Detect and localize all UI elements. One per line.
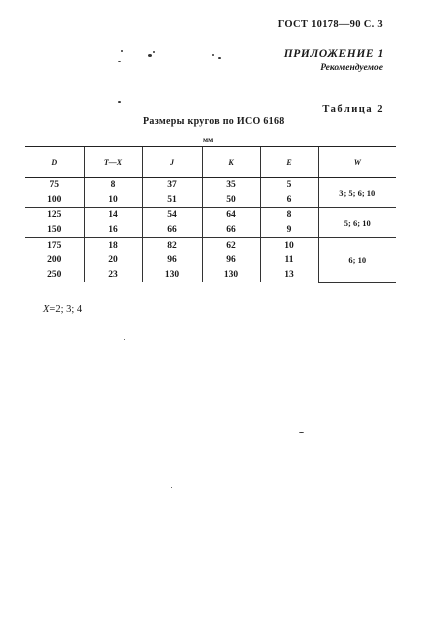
scan-speck bbox=[299, 432, 304, 433]
scan-speck bbox=[118, 61, 121, 62]
cell-k: 35 bbox=[202, 178, 260, 193]
scan-speck bbox=[153, 51, 155, 53]
cell-k: 66 bbox=[202, 223, 260, 238]
cell-k: 130 bbox=[202, 268, 260, 283]
column-header-t-x: T—X bbox=[84, 147, 142, 178]
cell-t-x: 16 bbox=[84, 223, 142, 238]
footnote-variable: X bbox=[43, 304, 50, 315]
scan-speck bbox=[148, 54, 152, 57]
footnote-text: =2; 3; 4 bbox=[49, 304, 83, 315]
cell-t-x: 20 bbox=[84, 253, 142, 268]
cell-k: 50 bbox=[202, 193, 260, 208]
cell-d: 250 bbox=[47, 269, 62, 280]
cell-j: 54 bbox=[142, 208, 202, 223]
scan-speck bbox=[124, 339, 125, 340]
column-header-e: E bbox=[260, 147, 318, 178]
table-caption: Размеры кругов по ИСО 6168 bbox=[143, 116, 285, 127]
cell-k: 96 bbox=[202, 253, 260, 268]
cell-w-group-1: 3; 5; 6; 10 bbox=[318, 178, 396, 208]
column-header-w: W bbox=[318, 147, 396, 178]
cell-j: 37 bbox=[142, 178, 202, 193]
cell-t-x: 23 bbox=[84, 268, 142, 283]
cell-j: 66 bbox=[142, 223, 202, 238]
cell-e: 9 bbox=[260, 223, 318, 238]
table-footnote bbox=[43, 304, 82, 315]
scan-speck bbox=[121, 50, 123, 52]
scan-speck bbox=[212, 54, 214, 56]
cell-j: 96 bbox=[142, 253, 202, 268]
cell-t-x: 8 bbox=[84, 178, 142, 193]
scan-speck bbox=[171, 487, 172, 488]
cell-w-group-2: 5; 6; 10 bbox=[318, 208, 396, 238]
cell-d: 100 bbox=[47, 194, 62, 205]
cell-j: 82 bbox=[142, 238, 202, 253]
cell-d: 125 bbox=[25, 208, 84, 223]
cell-d: 150 bbox=[47, 225, 62, 236]
cell-t-x: 10 bbox=[84, 193, 142, 208]
table-row bbox=[25, 238, 396, 253]
column-header-k: K bbox=[202, 147, 260, 178]
cell-k: 64 bbox=[202, 208, 260, 223]
cell-d: 200 bbox=[47, 255, 62, 266]
standard-header: ГОСТ 10178—90 С. 3 bbox=[277, 19, 383, 30]
table-number: Таблица 2 bbox=[322, 104, 384, 115]
table-unit: мм bbox=[203, 135, 214, 144]
cell-e: 8 bbox=[260, 208, 318, 223]
cell-j: 51 bbox=[142, 193, 202, 208]
cell-t-x: 18 bbox=[84, 238, 142, 253]
table-header-row bbox=[25, 147, 396, 178]
table-row bbox=[25, 208, 396, 223]
cell-t-x: 14 bbox=[84, 208, 142, 223]
cell-j: 130 bbox=[142, 268, 202, 283]
appendix-status: Рекомендуемое bbox=[320, 63, 383, 73]
table-row bbox=[25, 178, 396, 193]
appendix-title: ПРИЛОЖЕНИЕ 1 bbox=[283, 48, 384, 60]
cell-e: 13 bbox=[260, 268, 318, 283]
cell-e: 11 bbox=[260, 253, 318, 268]
cell-d: 175 bbox=[25, 238, 84, 253]
column-header-d: D bbox=[25, 147, 84, 178]
scan-speck bbox=[218, 57, 221, 59]
cell-e: 10 bbox=[260, 238, 318, 253]
scan-speck bbox=[118, 101, 121, 103]
column-header-j: J bbox=[142, 147, 202, 178]
cell-e: 6 bbox=[260, 193, 318, 208]
cell-k: 62 bbox=[202, 238, 260, 253]
cell-d: 75 bbox=[49, 180, 59, 191]
cell-e: 5 bbox=[260, 178, 318, 193]
cell-w-group-3: 6; 10 bbox=[318, 238, 396, 282]
dimensions-table bbox=[25, 146, 396, 283]
